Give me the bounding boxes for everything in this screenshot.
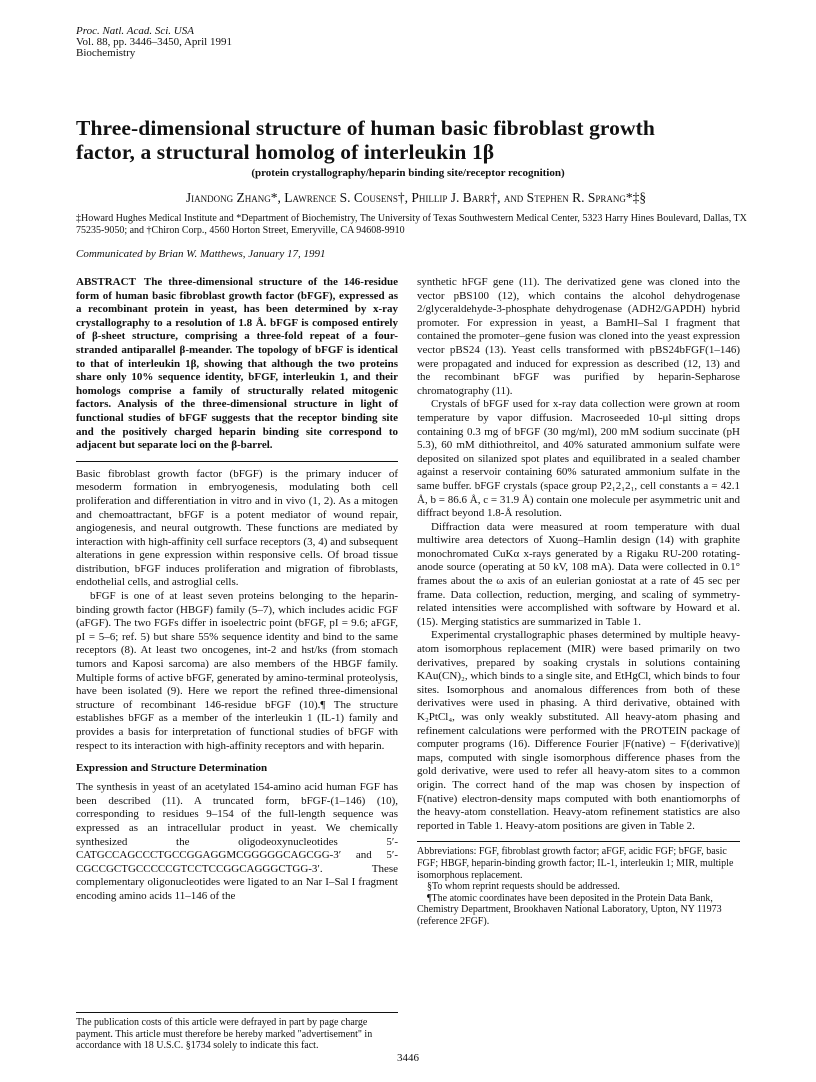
abstract-label: ABSTRACT <box>76 276 136 288</box>
footnote-divider <box>417 841 740 842</box>
intro-paragraph-2: bFGF is one of at least seven proteins belonging to the heparin-binding growth factor (HBGF) family (5–7), which includes acidic FGF (aFGF). The two FGFs differ in isoelectric point (bFGF, pI = 9.6; aFGF, pI = 5–6; ref. 5) but share 55% sequence identity and bind to the same receptors (8). At least two oncogenes, int-2 and hst/ks (from stomach tumors and Kaposi sarcoma) are also members of the HBGF family. Multiple forms of active bFGF, generated by amino-terminal proteolysis, have been isolated (9). Here we report the refined three-dimensional structure of recombinant 146-residue bFGF (10).¶ The structure establishes bFGF as a member of the interleukin 1 (IL-1) family and provides a basis for interpretation of functional studies of bFGF with respect to its interaction with high-affinity receptors and with heparin. <box>76 590 398 752</box>
title-line-2: factor, a structural homolog of interleukin 1β <box>76 140 495 164</box>
journal-header <box>76 26 232 59</box>
section-heading: Expression and Structure Determination <box>76 762 268 775</box>
diffraction-paragraph: Diffraction data were measured at room temperature with dual multiwire area detectors of Xuong–Hamlin design (14) with graphite monochromated CuKα x-rays generated by a Rigaku RU-200 rotating-anode source (operating at 50 kV, 108 mA). Data were collected in 0.1° frames about the ω axis of an eulerian goniostat at a rate of 45 sec per frame. Data collection, reduction, merging, and scaling of symmetry-related intensities were accomplished with software by Howard et al. (15). Merging statistics are summarized in Table 1. <box>417 520 740 628</box>
journal-volume: Vol. 88, pp. 3446–3450, April 1991 <box>76 36 232 48</box>
cost-note-divider <box>76 1012 398 1013</box>
right-column <box>417 276 740 928</box>
title-line-1: Three-dimensional structure of human basic fibroblast growth <box>76 116 655 140</box>
authors: Jiandong Zhang*, Lawrence S. Cousens†, Phillip J. Barr†, and Stephen R. Sprang*‡§ <box>185 190 647 205</box>
intro-paragraph-1: Basic fibroblast growth factor (bFGF) is the primary inducer of mesoderm formation in embryogenesis, modulating both cell proliferation and differentiation in vitro and in vivo (1, 2). As a mitogen and chemoattractant, bFGF is a potent mediator of wound repair, angiogenesis, and neural outgrowth. These functions are mediated by interaction with high-affinity cell surface receptors (3, 4) and subsequent alterations in gene expression within responsive cells. Of broad tissue distribution, bFGF induces proliferation and migration of fibroblasts, endothelial cells, and astroglial cells. <box>76 467 398 589</box>
journal-name: Proc. Natl. Acad. Sci. USA <box>76 25 194 37</box>
expression-paragraph-1: The synthesis in yeast of an acetylated 154-amino acid human FGF has been described (11). A truncated form, bFGF-(1–146) (10), corresponding to residues 9–154 of the full-length sequence was expressed as an intracellular product in yeast. We chemically synthesized the oligodeoxynucleotides 5′-CATGCCAGCCCTGCCGGAGGMCGGGGGCAGCGG-3′ and 5′-CGCCGCTGCCCCCGTCCTCCGGCAGGGCTGG-3′. These complementary oligonucleotides were ligated to an Nar I–Sal I fragment encoding amino acids 11–146 of the <box>76 781 398 902</box>
abstract-text: The three-dimensional structure of the 146-residue form of human basic fibroblast growth factor (bFGF), expressed as a recombinant protein in yeast, has been determined by x-ray crystallography to a resolution of 1.8 Å. bFGF is composed entirely of β-sheet structure, comprising a three-fold repeat of a four-stranded antiparallel β-meander. The topology of bFGF is identical to that of interleukin 1β, showing that although the two proteins share only 10% sequence identity, bFGF, interleukin 1, and their homologs comprise a family of structurally related mitogenic factors. Analysis of the three-dimensional structure in light of functional studies of bFGF suggests that the receptor binding site and the positively charged heparin binding site correspond to adjacent but separate loci on the β-barrel. <box>76 276 398 452</box>
left-column <box>76 276 398 904</box>
reprint-footnote: §To whom reprint requests should be addressed. <box>427 881 620 893</box>
publication-cost-note <box>76 1012 398 1052</box>
communicated-by: Communicated by Brian W. Matthews, January 17, 1991 <box>76 248 326 260</box>
expression-paragraph-2: synthetic hFGF gene (11). The derivatized gene was cloned into the vector pBS100 (12), which contains the alcohol dehydrogenase 2/glyceraldehyde-3-phosphate dehydrogenase (ADH2/GAPDH) hybrid promoter. For expression in yeast, a BamHI–Sal I fragment that contained the promoter–gene fusion was cloned into the yeast expression vector pBS24 (13). Yeast cells transformed with pBS24bFGF(1–146) were propagated and induced for expression as described (12, 13) and the recombinant bFGF was purified by heparin-Sepharose chromatography (11). <box>417 276 740 397</box>
abstract-divider <box>76 461 398 462</box>
abbreviations-footnote: Abbreviations: FGF, fibroblast growth factor; aFGF, acidic FGF; bFGF, basic FGF; HBGF, heparin-binding growth factor; IL-1, interleukin 1; MIR, multiple isomorphous replacement. <box>417 846 734 881</box>
coordinates-footnote: ¶The atomic coordinates have been deposited in the Protein Data Bank, Chemistry Department, Brookhaven National Laboratory, Upton, NY 11973 (reference 2FGF). <box>417 892 722 927</box>
affiliation: ‡Howard Hughes Medical Institute and *Department of Biochemistry, The University of Texas Southwestern Medical Center, 5323 Harry Hines Boulevard, Dallas, TX 75235-9050; and †Chiron Corp., 4560 Horton Street, Emeryville, CA 94608-9910 <box>76 213 747 236</box>
paper-title <box>76 116 736 164</box>
publication-cost-text: The publication costs of this article were defrayed in part by page charge payment. This article must therefore be hereby marked "advertisement" in accordance with 18 U.S.C. §1734 solely to indicate this fact. <box>76 1017 373 1052</box>
journal-section: Biochemistry <box>76 47 136 59</box>
abstract <box>76 276 398 453</box>
keywords: (protein crystallography/heparin binding site/receptor recognition) <box>251 167 565 179</box>
crystallization-paragraph: Crystals of bFGF used for x-ray data collection were grown at room temperature by vapor diffusion. Macroseeded 10-μl sitting drops containing 0.3 mg of bFGF (30 mg/ml), 200 mM sodium succinate (pH 5.3), 60 mM dithiothreitol, and 40% saturated ammonium sulfate were deposited on silanized spot plates and equilibrated in a sealed chamber against a reservoir containing 60% saturated ammonium sulfate in the same buffer. bFGF crystals (space group P2₁2₁2₁, cell constants a = 42.1 Å, b = 86.6 Å, c = 31.9 Å) contain one molecule per asymmetric unit and diffract beyond 1.8-Å resolution. <box>417 398 740 520</box>
phasing-paragraph: Experimental crystallographic phases determined by multiple heavy-atom isomorphous replacement (MIR) were based primarily on two derivatives, prepared by soaking crystals in solutions containing KAu(CN)₂, which binds to a single site, and EtHgCl, which binds to four sites. Isomorphous and anomalous differences from both of these derivatives were used in phasing. A third derivative, obtained with K₂PtCl₄, was only weakly substituted. All heavy-atom phasing and refinement calculations were performed with the PROTEIN package of computer programs (16). Difference Fourier |F(native) − F(derivative)| maps, computed with single isomorphous difference phases from the gold derivative, were used to refer all heavy-atom sites to a common origin. The correct hand of the map was chosen by inspection of F(native) electron-density maps computed with both enantiomorphs of the heavy-atom constellation. Heavy-atom refinement statistics are also reported in Table 1. Heavy-atom positions are given in Table 2. <box>417 629 740 832</box>
page-number: 3446 <box>397 1052 419 1064</box>
